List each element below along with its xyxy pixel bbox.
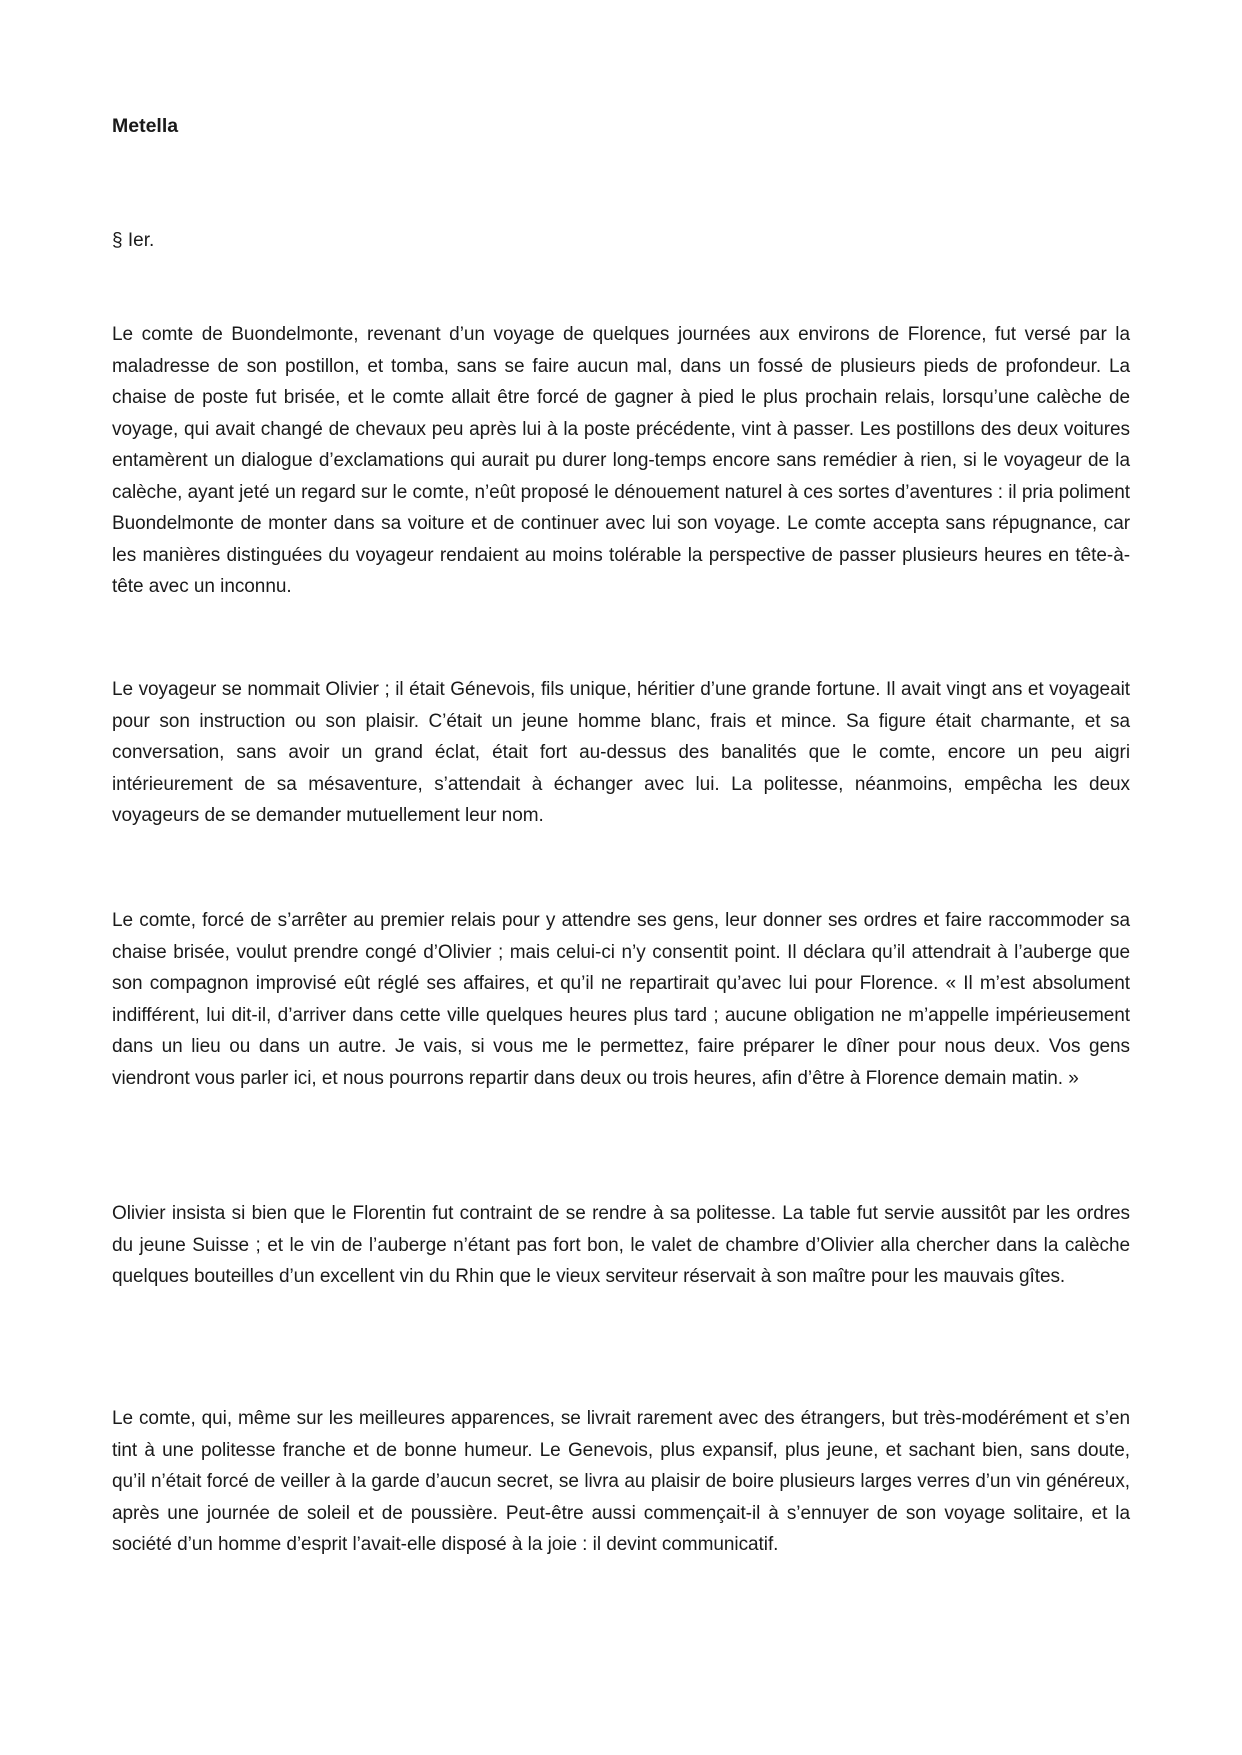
paragraph: Le comte, forcé de s’arrêter au premier relais pour y attendre ses gens, leur donner ses ordres et faire raccommoder sa chaise brisée, voulut prendre congé d’Olivier ; mais celui-ci n’y consentit point. Il déclara qu’il attendrait à l’auberge que son compagnon improvisé eût réglé ses affaires, et qu’il ne repartirait qu’avec lui pour Florence. « Il m’est absolument indifférent, lui dit-il, d’arriver dans cette ville quelques heures plus tard ; aucune obligation ne m’appelle impérieusement dans un lieu ou dans un autre. Je vais, si vous me le permettez, faire préparer le dîner pour nous deux. Vos gens viendront vous parler ici, et nous pourrons repartir dans deux ou trois heures, afin d’être à Florence demain matin. » [112,910,1130,1089]
paragraph: Olivier insista si bien que le Florentin fut contraint de se rendre à sa politesse. La table fut servie aussitôt par les ordres du jeune Suisse ; et le vin de l’auberge n’étant pas fort bon, le valet de chambre d’Olivier alla chercher dans la calèche quelques bouteilles d’un excellent vin du Rhin que le vieux serviteur réservait à son maître pour les mauvais gîtes. [112,1203,1130,1287]
paragraph: Le comte de Buondelmonte, revenant d’un voyage de quelques journées aux environs de Florence, fut versé par la maladresse de son postillon, et tomba, sans se faire aucun mal, dans un fossé de plusieurs pieds de profondeur. La chaise de poste fut brisée, et le comte allait être forcé de gagner à pied le plus prochain relais, lorsqu’une calèche de voyage, qui avait changé de chevaux peu après lui à la poste précédente, vint à passer. Les postillons des deux voitures entamèrent un dialogue d’exclamations qui aurait pu durer long-temps encore sans remédier à rien, si le voyageur de la calèche, ayant jeté un regard sur le comte, n’eût proposé le dénouement naturel à ces sortes d’aventures : il pria poliment Buondelmonte de monter dans sa voiture et de continuer avec lui son voyage. Le comte accepta sans répugnance, car les manières distinguées du voyageur rendaient au moins tolérable la perspective de passer plusieurs heures en tête-à-tête avec un inconnu. [112,324,1130,597]
section-heading: § Ier. [112,230,155,251]
paragraph: Le voyageur se nommait Olivier ; il était Génevois, fils unique, héritier d’une grande fortune. Il avait vingt ans et voyageait pour son instruction ou son plaisir. C’était un jeune homme blanc, frais et mince. Sa figure était charmante, et sa conversation, sans avoir un grand éclat, était fort au-dessus des banalités que le comte, encore un peu aigri intérieurement de sa mésaventure, s’attendait à échanger avec lui. La politesse, néanmoins, empêcha les deux voyageurs de se demander mutuellement leur nom. [112,679,1130,826]
paragraph: Le comte, qui, même sur les meilleures apparences, se livrait rarement avec des étrangers, but très-modérément et s’en tint à une politesse franche et de bonne humeur. Le Genevois, plus expansif, plus jeune, et sachant bien, sans doute, qu’il n’était forcé de veiller à la garde d’aucun secret, se livra au plaisir de boire plusieurs larges verres d’un vin généreux, après une journée de soleil et de poussière. Peut-être aussi commençait-il à s’ennuyer de son voyage solitaire, et la société d’un homme d’esprit l’avait-elle disposé à la joie : il devint communicatif. [112,1408,1130,1555]
document-title: Metella [112,115,179,137]
